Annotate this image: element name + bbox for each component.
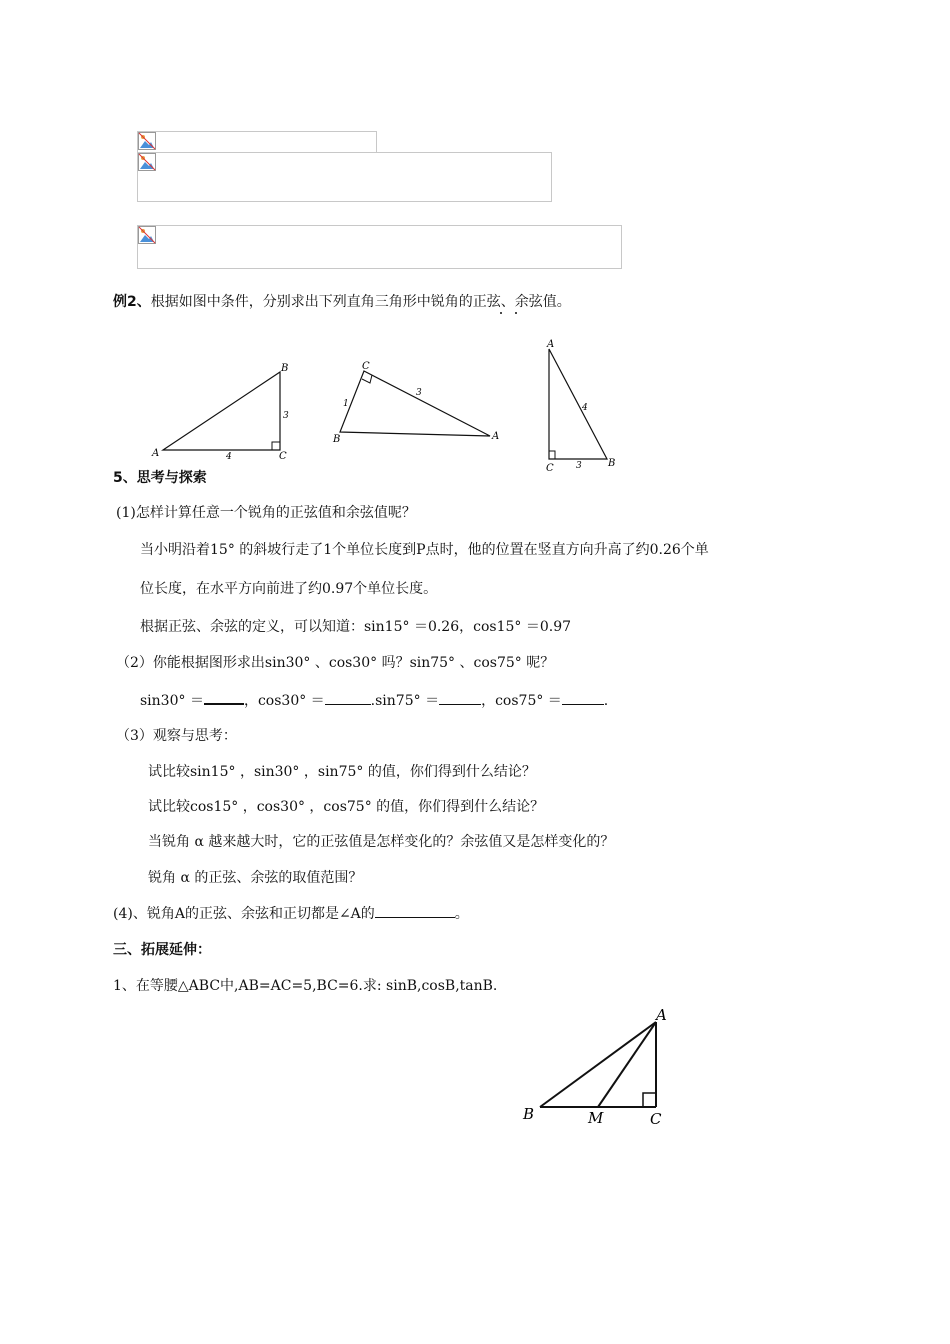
example-2 xyxy=(113,291,571,311)
question-4-end: 。 xyxy=(454,906,469,922)
q2-end: . xyxy=(603,693,609,709)
t2-label-b: B xyxy=(333,434,341,445)
section-3-heading: 三、拓展延伸： xyxy=(113,942,211,958)
question-1-line-1: 当小明沿着15° 的斜坡行走了1个单位长度到P点时，他的位置在竖直方向升高了约0.26个单 xyxy=(140,542,709,558)
section-5-heading: 5、思考与探索 xyxy=(113,470,207,486)
t1-label-a: A xyxy=(152,448,160,459)
t1-side-ac: 4 xyxy=(226,452,232,462)
example-2-label: 例2、 xyxy=(113,294,151,310)
t3-side-cb: 3 xyxy=(576,461,582,471)
question-3-line-4: 锐角 α 的正弦、余弦的取值范围？ xyxy=(148,870,363,886)
cos75-label: ，cos75° ＝ xyxy=(481,693,562,709)
cos75-blank[interactable] xyxy=(562,690,604,705)
cos30-blank[interactable] xyxy=(325,690,371,705)
fig-label-a: A xyxy=(656,1006,667,1024)
question-3-line-2: 试比较cos15° ，cos30° ，cos75° 的值，你们得到什么结论？ xyxy=(148,799,545,815)
isosceles-triangle-figure xyxy=(510,1000,680,1135)
triangle-figures xyxy=(0,330,700,475)
t3-label-b: B xyxy=(608,458,616,469)
question-3-line-3: 当锐角 α 越来越大时，它的正弦值是怎样变化的？余弦值又是怎样变化的？ xyxy=(148,834,615,850)
t1-label-b: B xyxy=(281,363,289,374)
fig-label-c: C xyxy=(650,1110,662,1128)
sin30-blank[interactable] xyxy=(204,689,244,705)
fig-label-m: M xyxy=(588,1109,604,1127)
problem-1: 1、在等腰△ABC中,AB=AC=5,BC=6.求: sinB,cosB,tanB. xyxy=(113,978,498,994)
image-placeholder-3 xyxy=(137,225,622,269)
triangle-3 xyxy=(546,339,615,474)
question-3-line-1: 试比较sin15° ，sin30° ，sin75° 的值，你们得到什么结论？ xyxy=(148,764,536,780)
t3-side-ab: 4 xyxy=(582,403,588,413)
fig-label-b: B xyxy=(523,1105,535,1123)
question-3: （3）观察与思考： xyxy=(116,728,237,744)
question-1-line-2: 位长度，在水平方向前进了约0.97个单位长度。 xyxy=(140,581,438,597)
question-2: （2）你能根据图形求出sin30° 、cos30° 吗？sin75° 、cos75° 呢？ xyxy=(116,655,555,671)
triangle-1 xyxy=(151,363,289,462)
t2-side-ca: 3 xyxy=(416,388,422,398)
emphasis-dot xyxy=(515,312,517,314)
broken-image-icon xyxy=(138,153,156,171)
question-1-line-3: 根据正弦、余弦的定义，可以知道：sin15° ＝0.26，cos15° ＝0.97 xyxy=(140,619,572,635)
question-1: (1)怎样计算任意一个锐角的正弦值和余弦值呢？ xyxy=(116,505,416,521)
example-2-text: 根据如图中条件，分别求出下列直角三角形中锐角的正弦、余弦值。 xyxy=(150,294,571,310)
emphasis-dot xyxy=(500,312,502,314)
cos30-label: ，cos30° ＝ xyxy=(243,693,325,709)
t1-side-bc: 3 xyxy=(283,411,289,421)
sin75-blank[interactable] xyxy=(439,690,481,705)
sin75-label: .sin75° ＝ xyxy=(370,693,440,709)
broken-image-icon xyxy=(138,132,156,150)
image-placeholder-2 xyxy=(137,152,552,202)
question-4 xyxy=(113,903,469,923)
t2-side-bc: 1 xyxy=(343,399,349,409)
t1-label-c: C xyxy=(279,451,287,462)
t2-label-a: A xyxy=(492,431,500,442)
t2-label-c: C xyxy=(362,361,370,372)
question-4-blank[interactable] xyxy=(375,903,455,918)
triangle-2 xyxy=(332,361,499,445)
question-4-text: (4)、锐角A的正弦、余弦和正切都是∠A的 xyxy=(113,906,375,922)
t3-label-c: C xyxy=(546,463,554,474)
question-2-answers xyxy=(140,689,608,710)
sin30-label: sin30° ＝ xyxy=(140,693,204,709)
broken-image-icon xyxy=(138,226,156,244)
t3-label-a: A xyxy=(547,339,555,350)
